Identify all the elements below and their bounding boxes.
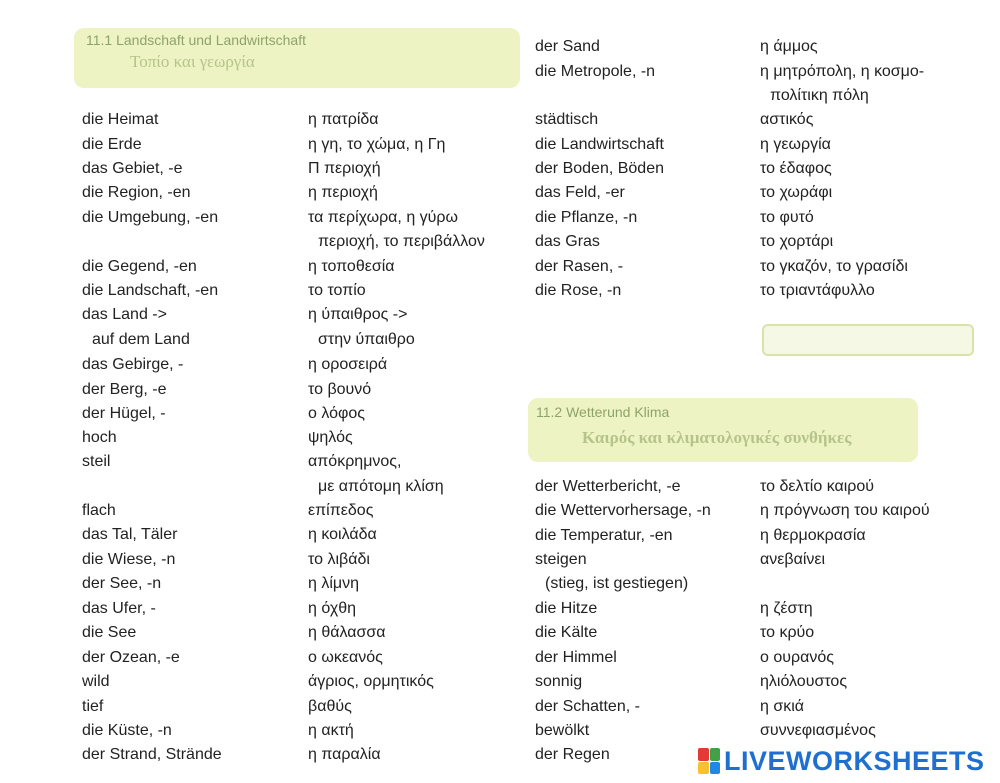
left-de-entry: das Gebirge, - — [82, 356, 184, 373]
logo-text: LIVEWORKSHEETS — [724, 745, 985, 776]
left-gr-entry: η περιοχή — [308, 184, 378, 201]
left-gr-entry: ψηλός — [308, 429, 353, 446]
section1-subtitle: Τοπίο και γεωργία — [130, 52, 255, 71]
left-de-entry: das Ufer, - — [82, 600, 156, 617]
left-gr-entry: η όχθη — [308, 600, 357, 617]
right-de-entry: die Wettervorhersage, -n — [535, 502, 711, 519]
right-de-entry: der Rasen, - — [535, 258, 624, 275]
right-de-entry: das Gras — [535, 233, 600, 250]
left-de-entry: auf dem Land — [92, 331, 190, 348]
right-de-entry: die Rose, -n — [535, 282, 622, 299]
left-de-entry: der Hügel, - — [82, 405, 166, 422]
left-de-entry: die Umgebung, -en — [82, 209, 219, 226]
right-gr-entry: η ζέστη — [760, 600, 813, 617]
left-de-entry: die Landschaft, -en — [82, 282, 219, 299]
left-gr-entry: με απότομη κλίση — [318, 478, 444, 495]
left-de-entry: der Berg, -e — [82, 381, 167, 398]
left-gr-entry: ο λόφος — [308, 405, 365, 422]
left-de-entry: wild — [82, 673, 110, 690]
section2-subtitle: Καιρός και κλιματολογικές συνθήκες — [582, 428, 852, 447]
right-gr-entry: ο ουρανός — [760, 649, 834, 666]
right-gr-entry: το δελτίο καιρού — [760, 478, 875, 495]
left-de-entry: das Tal, Täler — [82, 526, 178, 543]
left-gr-entry: η πατρίδα — [308, 111, 379, 128]
right-gr-entry: το τριαντάφυλλο — [760, 282, 875, 299]
right-gr-entry: πολίτικη πόλη — [770, 87, 869, 104]
right-gr-entry: το φυτό — [760, 209, 814, 226]
right-de-entry: sonnig — [535, 673, 583, 690]
left-gr-entry: η κοιλάδα — [308, 526, 377, 543]
right-de-entry: städtisch — [535, 111, 599, 128]
right-gr-entry: ανεβαίνει — [760, 551, 826, 568]
right-de-entry: die Temperatur, -en — [535, 527, 673, 544]
left-de-entry: die Region, -en — [82, 184, 191, 201]
right-gr-entry: ηλιόλουστος — [760, 673, 848, 690]
right-gr-entry: η γεωργία — [760, 136, 831, 153]
right-de-entry: der Wetterbericht, -e — [535, 478, 681, 495]
left-de-entry: die See — [82, 624, 137, 641]
left-de-entry: die Küste, -n — [82, 722, 172, 739]
left-de-entry: tief — [82, 698, 104, 715]
left-de-entry: das Gebiet, -e — [82, 160, 183, 177]
right-gr-entry: αστικός — [760, 111, 814, 128]
right-gr-entry: η πρόγνωση του καιρού — [760, 502, 930, 519]
left-de-entry: der Strand, Strände — [82, 746, 222, 763]
left-de-entry: der See, -n — [82, 575, 162, 592]
left-gr-entry: περιοχή, το περιβάλλον — [318, 233, 485, 250]
left-de-entry: flach — [82, 502, 116, 519]
right-de-entry: der Regen — [535, 746, 610, 763]
left-gr-entry: η παραλία — [308, 746, 381, 763]
left-gr-entry: το λιβάδι — [308, 551, 370, 568]
right-gr-entry: το γκαζόν, το γρασίδι — [760, 258, 908, 275]
left-gr-entry: βαθύς — [308, 698, 352, 715]
left-gr-entry: το τοπίο — [308, 282, 366, 299]
left-gr-entry: επίπεδος — [308, 502, 374, 519]
section2-header — [528, 398, 918, 462]
logo-icon — [698, 748, 720, 774]
right-de-entry: der Himmel — [535, 649, 617, 666]
right-gr-entry: το κρύο — [760, 624, 815, 641]
left-gr-entry: η τοποθεσία — [308, 258, 395, 275]
right-gr-entry: το έδαφος — [760, 160, 832, 177]
liveworksheets-logo — [698, 744, 985, 778]
left-de-entry: die Gegend, -en — [82, 258, 197, 275]
right-de-entry: die Landwirtschaft — [535, 136, 664, 153]
left-gr-entry: απόκρημνος, — [308, 453, 402, 470]
right-de-entry: der Schatten, - — [535, 698, 640, 715]
left-de-entry: hoch — [82, 429, 117, 446]
right-gr-entry: η θερμοκρασία — [760, 527, 866, 544]
right-de-entry: bewölkt — [535, 722, 590, 739]
left-gr-entry: η οροσειρά — [308, 356, 388, 373]
left-de-entry: die Heimat — [82, 111, 159, 128]
right-de-entry: die Hitze — [535, 600, 598, 617]
section1-title: 11.1 Landschaft und Landwirtschaft — [86, 32, 307, 48]
right-de-entry: der Boden, Böden — [535, 160, 664, 177]
left-gr-entry: ο ωκεανός — [308, 649, 383, 666]
right-gr-entry: η άμμος — [760, 38, 818, 55]
left-gr-entry: Π περιοχή — [308, 160, 381, 177]
right-gr-entry: η σκιά — [760, 698, 805, 715]
right-de-entry: die Metropole, -n — [535, 63, 656, 80]
right-gr-entry: η μητρόπολη, η κοσμο- — [760, 63, 925, 80]
left-gr-entry: τα περίχωρα, η γύρω — [308, 209, 459, 226]
left-de-entry: die Wiese, -n — [82, 551, 176, 568]
right-de-entry: steigen — [535, 551, 587, 568]
left-gr-entry: η ακτή — [308, 722, 354, 739]
right-gr-entry: συννεφιασμένος — [760, 722, 876, 739]
right-gr-entry: το χορτάρι — [760, 233, 834, 250]
answer-input-box[interactable] — [762, 324, 974, 356]
right-de-entry: die Kälte — [535, 624, 598, 641]
right-de-entry: das Feld, -er — [535, 184, 625, 201]
section2-title: 11.2 Wetterund Klima — [536, 404, 670, 420]
right-de-entry: die Pflanze, -n — [535, 209, 638, 226]
left-de-entry: der Ozean, -e — [82, 649, 180, 666]
left-gr-entry: η θάλασσα — [308, 624, 386, 641]
left-gr-entry: άγριος, ορμητικός — [308, 673, 434, 690]
left-de-entry: das Land -> — [82, 306, 167, 323]
right-de-entry: (stieg, ist gestiegen) — [545, 575, 689, 592]
left-de-entry: die Erde — [82, 136, 142, 153]
left-gr-entry: η λίμνη — [308, 575, 360, 592]
section1-header — [74, 28, 520, 88]
left-de-entry: steil — [82, 453, 111, 470]
left-gr-entry: η ύπαιθρος -> — [308, 306, 408, 323]
left-gr-entry: το βουνό — [308, 381, 372, 398]
right-de-entry: der Sand — [535, 38, 600, 55]
right-gr-entry: το χωράφι — [760, 184, 833, 201]
left-gr-entry: η γη, το χώμα, η Γη — [308, 136, 446, 153]
left-gr-entry: στην ύπαιθρο — [318, 331, 415, 348]
